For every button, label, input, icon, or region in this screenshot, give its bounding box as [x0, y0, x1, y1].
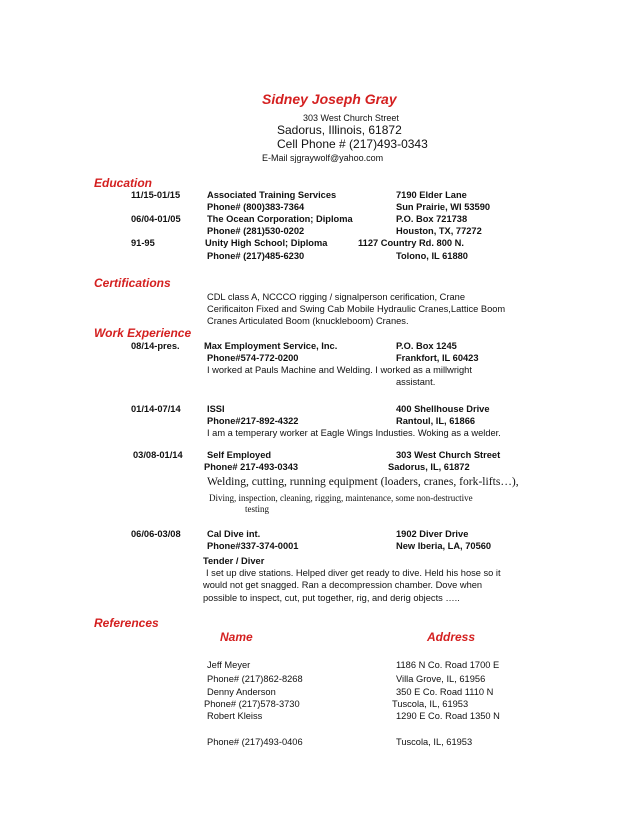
edu-school: Associated Training Services — [207, 190, 337, 200]
job-address-2: Frankfort, IL 60423 — [396, 353, 479, 363]
edu-address-2: Sun Prairie, WI 53590 — [396, 202, 491, 212]
reference-address: Tuscola, IL, 61953 — [392, 699, 469, 709]
header-cell-phone: Cell Phone # (217)493-0343 — [277, 137, 428, 151]
job-dates: 03/08-01/14 — [133, 450, 183, 460]
reference-address: Villa Grove, IL, 61956 — [396, 674, 486, 684]
edu-address-1: 1127 Country Rd. 800 N. — [358, 238, 464, 248]
job-phone: Phone#217-892-4322 — [207, 416, 299, 426]
edu-address-2: Houston, TX, 77272 — [396, 226, 482, 236]
job-address-1: P.O. Box 1245 — [396, 341, 457, 351]
reference-name: Robert Kleiss — [207, 711, 263, 721]
job-description: Welding, cutting, running equipment (loaders, cranes, fork-lifts…), — [207, 475, 519, 488]
work-experience-heading: Work Experience — [94, 326, 192, 340]
references-name-column-header: Name — [220, 630, 253, 644]
job-description: possible to inspect, cut, put together, rig, and derig objects ….. — [203, 593, 460, 603]
edu-dates: 91-95 — [131, 238, 155, 248]
job-description: Diving, inspection, cleaning, rigging, maintenance, some non-destructive — [209, 493, 473, 503]
edu-address-1: 7190 Elder Lane — [396, 190, 467, 200]
job-description: I set up dive stations. Helped diver get ready to dive. Held his hose so it — [206, 568, 501, 578]
reference-address: 1186 N Co. Road 1700 E — [396, 660, 500, 670]
resume-name: Sidney Joseph Gray — [262, 91, 397, 107]
reference-phone: Phone# (217)862-8268 — [207, 674, 303, 684]
job-address-1: 303 West Church Street — [396, 450, 501, 460]
job-description: I am a temperary worker at Eagle Wings Industies. Woking as a welder. — [207, 428, 501, 438]
reference-address: 1290 E Co. Road 1350 N — [396, 711, 500, 721]
cert-line: Cranes Articulated Boom (knuckleboom) Cranes. — [207, 316, 409, 326]
job-address-2: Sadorus, IL, 61872 — [388, 462, 470, 472]
reference-name: Denny Anderson — [207, 687, 276, 697]
header-street: 303 West Church Street — [303, 113, 399, 123]
references-heading: References — [94, 616, 159, 630]
edu-address-1: P.O. Box 721738 — [396, 214, 468, 224]
edu-school: Unity High School; Diploma — [205, 238, 328, 248]
edu-phone: Phone# (281)530-0202 — [207, 226, 305, 236]
job-employer: Cal Dive int. — [207, 529, 261, 539]
job-description: assistant. — [396, 377, 436, 387]
job-employer: Self Employed — [207, 450, 272, 460]
job-dates: 01/14-07/14 — [131, 404, 181, 414]
header-city: Sadorus, Illinois, 61872 — [277, 123, 402, 137]
job-description: testing — [245, 504, 269, 514]
edu-phone: Phone# (217)485-6230 — [207, 251, 305, 261]
job-description: I worked at Pauls Machine and Welding. I worked as a millwright — [207, 365, 472, 375]
job-description: would not get snagged. Ran a decompression chamber. Dove when — [203, 580, 483, 590]
edu-phone: Phone# (800)383-7364 — [207, 202, 305, 212]
edu-address-2: Tolono, IL 61880 — [396, 251, 468, 261]
job-phone: Phone# 217-493-0343 — [204, 462, 299, 472]
education-heading: Education — [94, 176, 153, 190]
references-address-column-header: Address — [427, 630, 476, 644]
edu-dates: 06/04-01/05 — [131, 214, 181, 224]
job-dates: 08/14-pres. — [131, 341, 180, 351]
reference-phone: Phone# (217)493-0406 — [207, 737, 303, 747]
job-address-2: New Iberia, LA, 70560 — [396, 541, 492, 551]
cert-line: CDL class A, NCCCO rigging / signalperson cerification, Crane — [207, 292, 466, 302]
reference-phone: Phone# (217)578-3730 — [204, 699, 300, 709]
job-employer: Max Employment Service, Inc. — [204, 341, 338, 351]
header-email: E-Mail sjgraywolf@yahoo.com — [262, 153, 384, 163]
job-address-1: 1902 Diver Drive — [396, 529, 469, 539]
job-phone: Phone#574-772-0200 — [207, 353, 299, 363]
certifications-heading: Certifications — [94, 276, 171, 290]
job-phone: Phone#337-374-0001 — [207, 541, 299, 551]
reference-name: Jeff Meyer — [207, 660, 251, 670]
job-title: Tender / Diver — [203, 556, 265, 566]
job-address-2: Rantoul, IL, 61866 — [396, 416, 476, 426]
reference-address: 350 E Co. Road 1110 N — [396, 687, 494, 697]
edu-dates: 11/15-01/15 — [131, 190, 181, 200]
edu-school: The Ocean Corporation; Diploma — [207, 214, 353, 224]
job-dates: 06/06-03/08 — [131, 529, 181, 539]
job-employer: ISSI — [207, 404, 225, 414]
job-address-1: 400 Shellhouse Drive — [396, 404, 490, 414]
reference-address: Tuscola, IL, 61953 — [396, 737, 473, 747]
cert-line: Cerificaiton Fixed and Swing Cab Mobile Hydraulic Cranes,Lattice Boom — [207, 304, 506, 314]
